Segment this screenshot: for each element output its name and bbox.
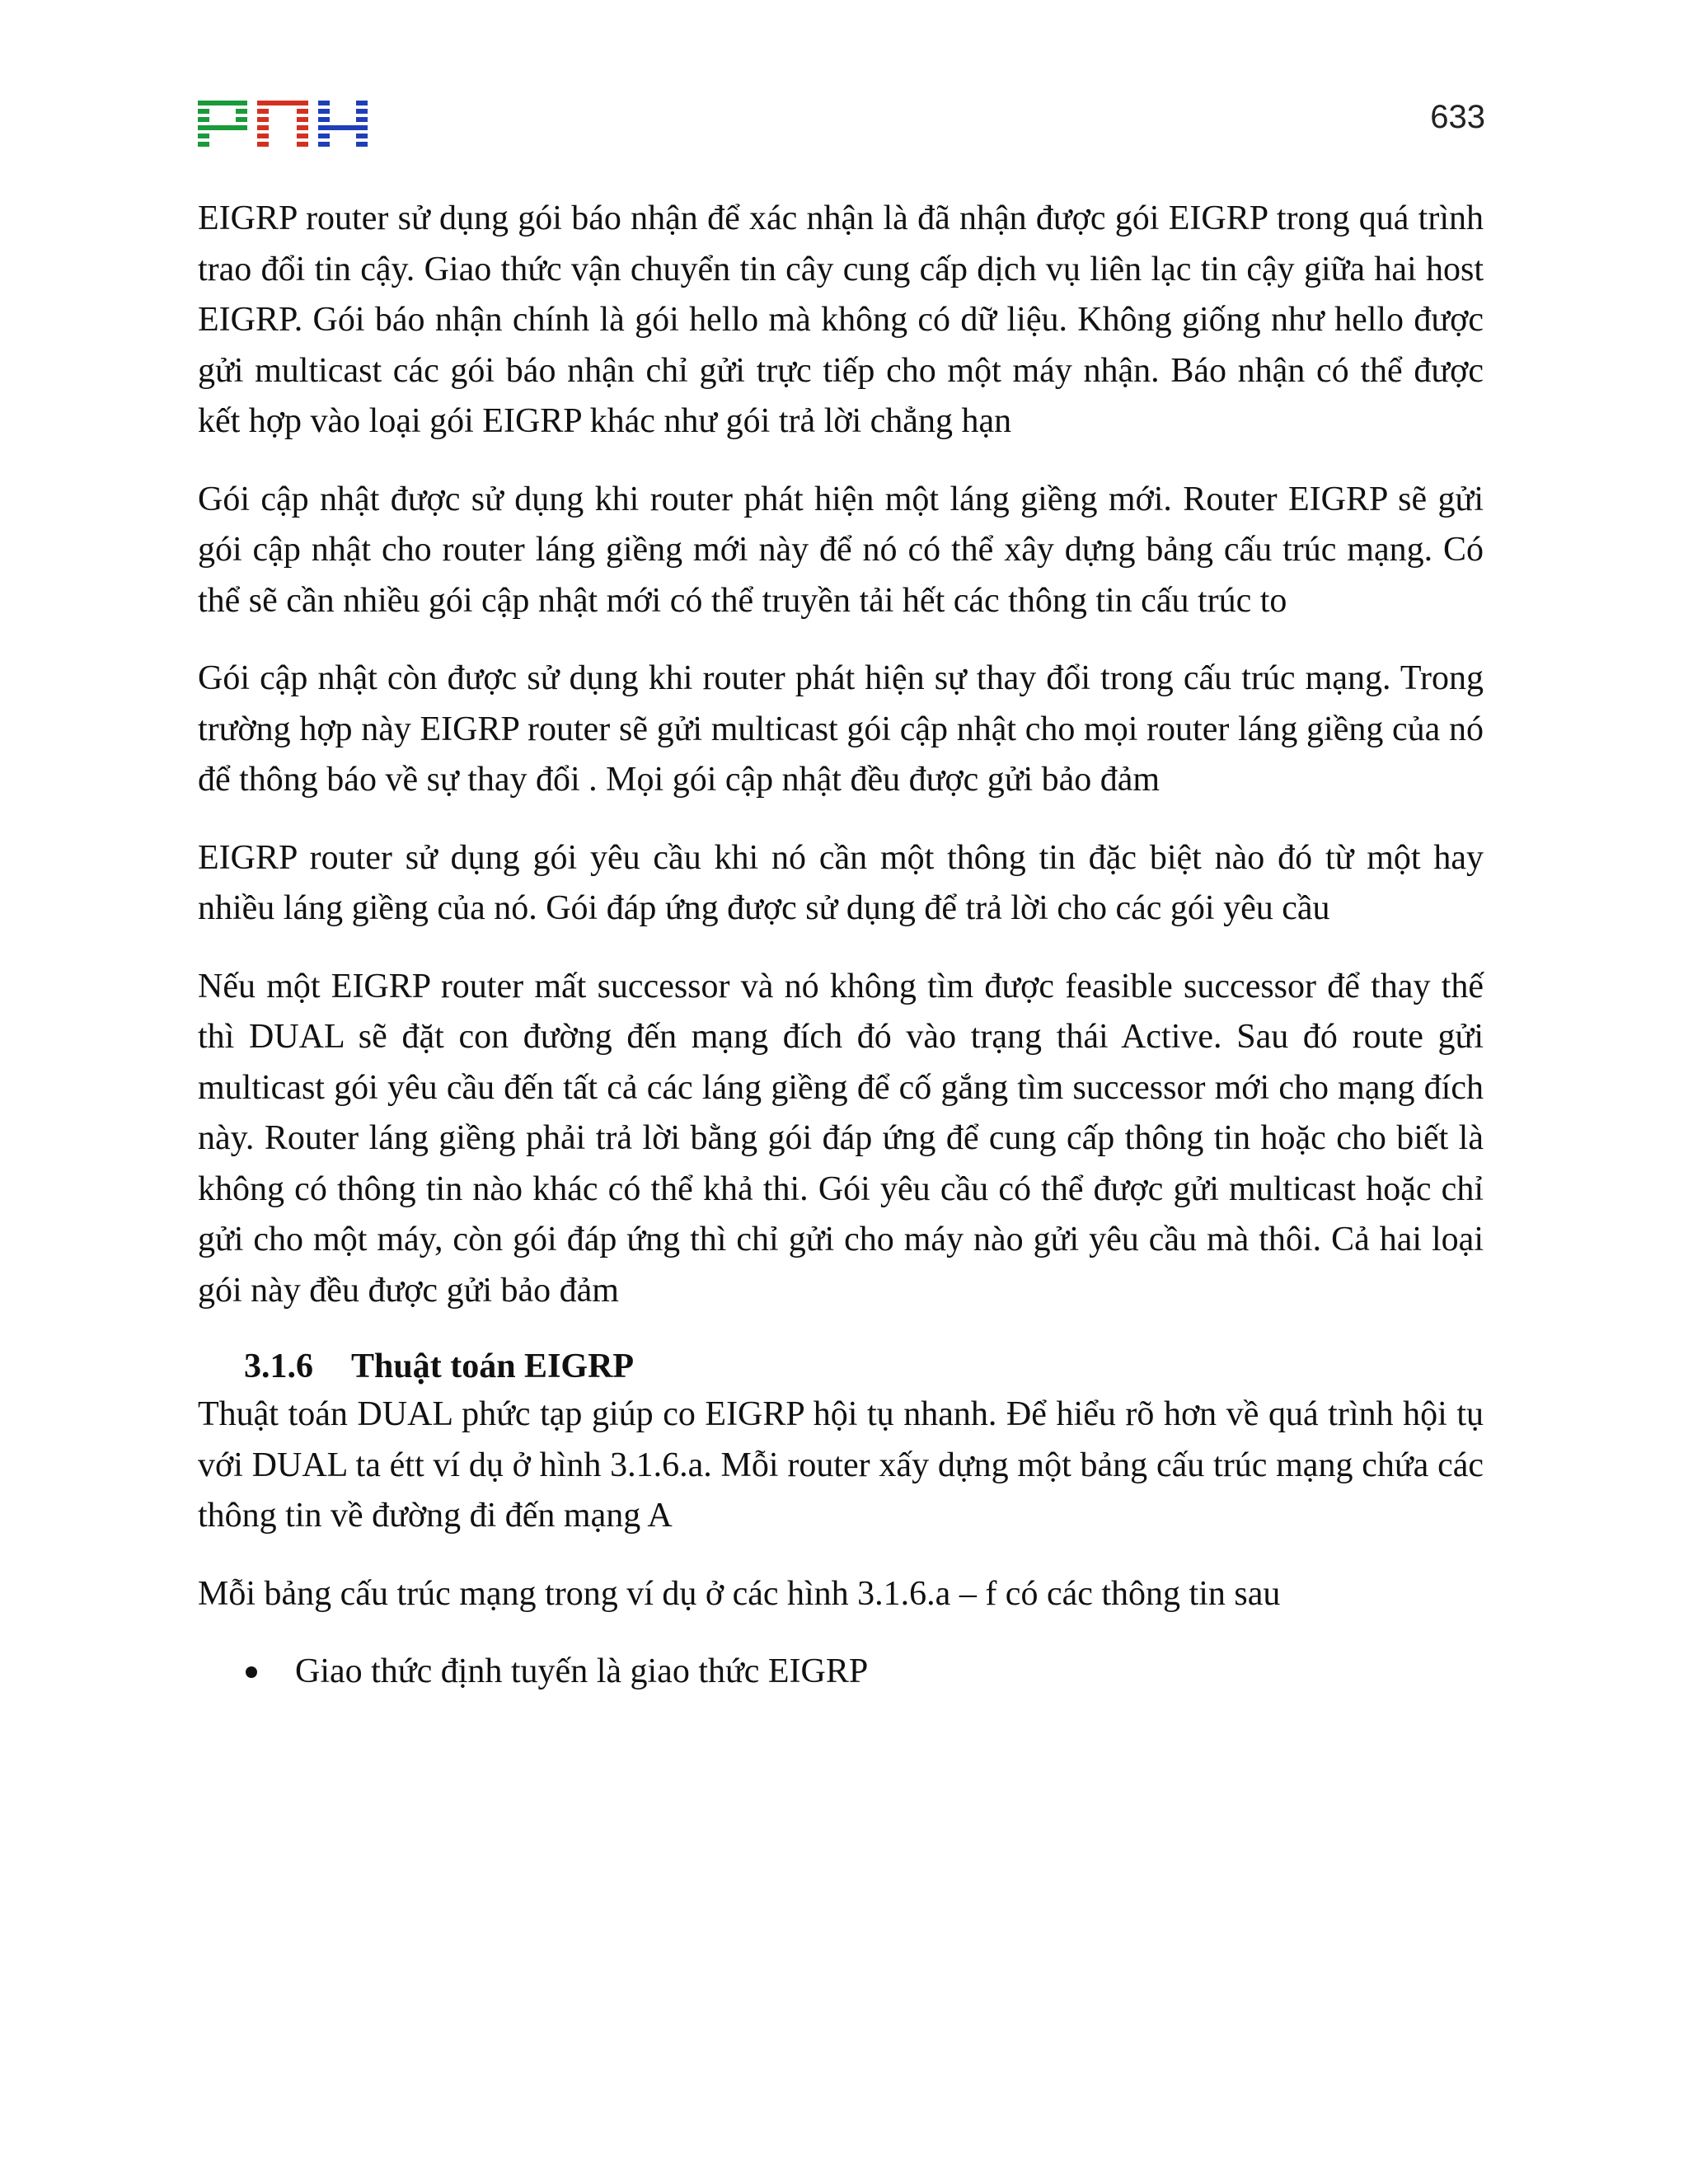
logo-letter-p — [198, 101, 247, 147]
list-item-text: Giao thức định tuyến là giao thức EIGRP — [295, 1652, 869, 1690]
paragraph-dual-algorithm: Thuật toán DUAL phức tạp giúp co EIGRP hội tụ nhanh. Để hiểu rõ hơn về quá trình hội tụ với DUAL ta étt ví dụ ở hình 3.1.6.a. Mỗi router xấy dựng một bảng cấu trúc mạng chứa các thông tin về đường đi đến mạng A — [198, 1395, 1484, 1535]
logo-letter-n — [257, 101, 308, 147]
paragraph-successor-lost: Nếu một EIGRP router mất successor và nó không tìm được feasible successor để thay thế thì DUAL sẽ đặt con đường đến mạng đích đó vào trạng thái Active. Sau đó route gửi multicast gói yêu cầu đến tất cả các láng giềng để cố gắng tìm successor mới cho mạng đích này. Router láng giềng phải trả lời bằng gói đáp ứng để cung cấp thông tin hoặc cho biết là không có thông tin nào khác có thể khả thi. Gói yêu cầu có thể được gửi multicast hoặc chỉ gửi cho một máy, còn gói đáp ứng thì chỉ gửi cho máy nào gửi yêu cầu mà thôi. Cả hai loại gói này đều được gửi bảo đảm — [198, 967, 1484, 1310]
list-item — [198, 1647, 1484, 1698]
paragraph-update-topology-change: Gói cập nhật còn được sử dụng khi router phát hiện sự thay đổi trong cấu trúc mạng. Trong trường hợp này EIGRP router sẽ gửi multicast gói cập nhật cho mọi router láng giềng của nó để thông báo về sự thay đổi . Mọi gói cập nhật đều được gửi bảo đảm — [198, 659, 1484, 799]
section-number: 3.1.6 — [244, 1347, 313, 1385]
section-title: Thuật toán EIGRP — [351, 1347, 635, 1385]
paragraph-acknowledgement: EIGRP router sử dụng gói báo nhận để xác nhận là đã nhận được gói EIGRP trong quá trình trao đổi tin cậy. Giao thức vận chuyển tin cây cung cấp dịch vụ liên lạc tin cậy giữa hai host EIGRP. Gói báo nhận chính là gói hello mà không có dữ liệu. Không giống như hello được gửi multicast các gói báo nhận chỉ gửi trực tiếp cho một máy nhận. Báo nhận có thể được kết hợp vào loại gói EIGRP khác như gói trả lời chẳng hạn — [198, 199, 1484, 440]
paragraph-query: EIGRP router sử dụng gói yêu cầu khi nó cần một thông tin đặc biệt nào đó từ một hay nhiều láng giềng của nó. Gói đáp ứng được sử dụng để trả lời cho các gói yêu cầu — [198, 838, 1484, 927]
paragraph-topology-table-info: Mỗi bảng cấu trúc mạng trong ví dụ ở các hình 3.1.6.a – f có các thông tin sau — [198, 1574, 1281, 1613]
page-number: 633 — [1430, 99, 1485, 135]
section-heading — [198, 1343, 1484, 1390]
document-body — [198, 194, 1484, 1698]
pnh-logo — [198, 101, 368, 147]
paragraph-update-new-neighbor: Gói cập nhật được sử dụng khi router phát hiện một láng giềng mới. Router EIGRP sẽ gửi gói cập nhật cho router láng giềng mới này để nó có thể xây dựng bảng cấu trúc mạng. Có thể sẽ cần nhiều gói cập nhật mới có thể truyền tải hết các thông tin cấu trúc to — [198, 480, 1484, 620]
bullet-list — [198, 1647, 1484, 1698]
bullet-icon — [246, 1666, 257, 1678]
logo-letter-h — [318, 101, 368, 147]
